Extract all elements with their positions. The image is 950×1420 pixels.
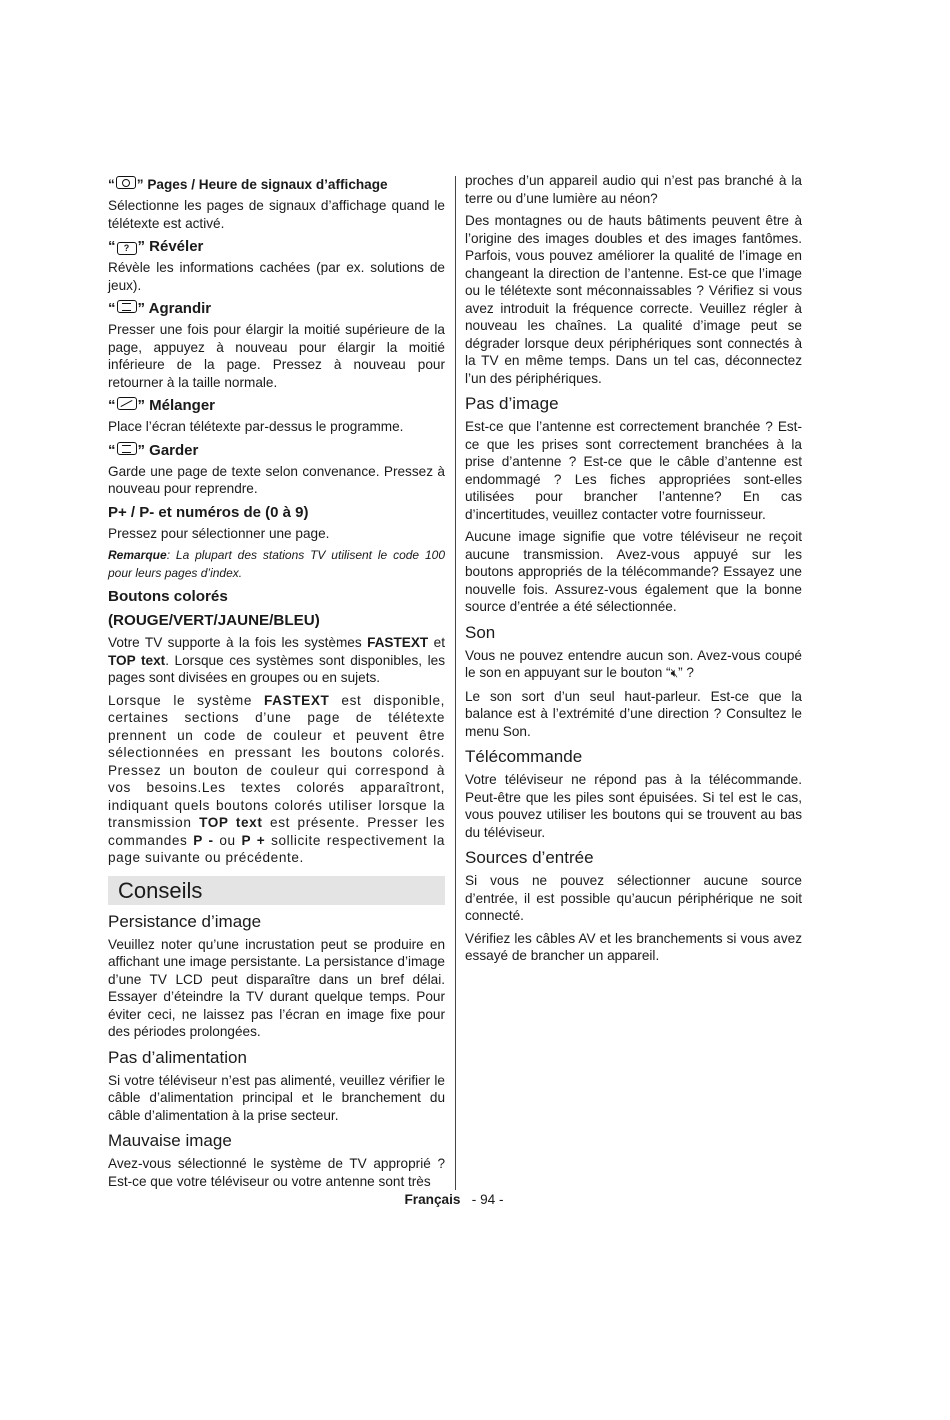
reveal-text: Révèle les informations cachées (par ex. solutions de jeux).	[108, 260, 445, 293]
power-text: Si votre téléviseur n’est pas alimenté, veuillez vérifier le câble d’alimentation principal et le branchement du câble d’alimentation à la prise secteur.	[108, 1072, 445, 1123]
sources-text-1: Si vous ne pouvez sélectionner aucune source d’entrée, il est possible qu’aucun périphérique ne soit connecté.	[465, 873, 802, 923]
quote-close: ”	[136, 177, 144, 192]
note-label: Remarque	[108, 548, 167, 562]
teletext-mix-icon	[117, 397, 137, 410]
persistence-heading: Persistance d’image	[108, 911, 262, 931]
pages-text: Sélectionne les pages de signaux d’affichage quand le télétexte est activé.	[108, 198, 445, 231]
mix-heading	[108, 396, 445, 415]
p-minus-term: P -	[193, 832, 214, 848]
p-plus-term: P +	[241, 832, 266, 848]
enlarge-heading-text: Agrandir	[145, 300, 212, 317]
note	[108, 547, 445, 582]
reveal-heading-text: Révéler	[145, 238, 204, 255]
right-column	[465, 172, 802, 970]
text-run: Lorsque le système	[108, 692, 265, 708]
quote-close: ”	[137, 300, 145, 317]
hold-heading	[108, 441, 445, 460]
pages-heading-text: Pages / Heure de signaux d’affichage	[143, 177, 388, 192]
mute-icon: 🔇︎	[670, 666, 679, 680]
bad-image-continued: proches d’un appareil audio qui n’est pas branché à la terre ou d’une lumière au néon?	[465, 173, 802, 206]
conseils-title: Conseils	[118, 877, 203, 903]
text-run: Vous ne pouvez entendre aucun son. Avez-vous coupé le son en appuyant sur le bouton “	[465, 647, 802, 680]
sound-text-2: Le son sort d’un seul haut-parleur. Est-ce que la balance est à l’extrémité d’une direction ? Consultez le menu Son.	[465, 688, 802, 739]
sources-text-2: Vérifiez les câbles AV et les branchements si vous avez essayé de brancher un appareil.	[465, 930, 802, 963]
column-divider	[455, 176, 456, 1190]
sound-text-1	[465, 647, 802, 683]
pages-heading	[108, 175, 445, 194]
quote-open: “	[108, 238, 116, 255]
left-column	[108, 172, 445, 1195]
footer-page-number: - 94 -	[471, 1192, 504, 1207]
persistence-text: Veuillez noter qu’une incrustation peut se produire en affichant une image persistante. La persistance d’image d’une TV LCD peut disparaître dans un bref délai. Essayer d’éteindre la TV durant quelque temps. Pour éviter ceci, ne laissez pas l’écran en image fixe pour des périodes prolongées.	[108, 936, 445, 1039]
no-image-heading: Pas d’image	[465, 394, 559, 413]
bad-image-text-2: Des montagnes ou de hauts bâtiments peuvent être à l’origine des images doubles et des images fantômes. Parfois, vous pouvez améliorer la qualité de l’image en changeant la direction de l’antenne. Est-ce que l’image ou le télétexte sont méconnaissables ? Vérifiez si vous avez introduit la fréquence correcte. Veuillez régler à nouveau les chaînes. La qualité d’image peut se dégrader lorsque deux périphériques sont connectés à la TV en même temps. Dans un tel cas, déconnectez l’un des périphériques.	[465, 213, 802, 386]
teletext-reveal-icon: ?	[117, 242, 137, 255]
quote-open: “	[108, 441, 116, 459]
toptext-term: TOP text	[199, 815, 263, 830]
bad-image-text: Avez-vous sélectionné le système de TV approprié ? Est-ce que votre téléviseur ou votre antenne sont très	[108, 1156, 445, 1189]
sound-heading: Son	[465, 622, 496, 642]
quote-open: “	[108, 177, 115, 192]
quote-close: ”	[137, 397, 145, 414]
teletext-hold-icon	[117, 442, 137, 455]
colored-heading-1: Boutons colorés	[108, 588, 228, 605]
text-run: ” ?	[678, 665, 694, 680]
page-footer	[0, 1192, 908, 1207]
bad-image-heading: Mauvaise image	[108, 1131, 232, 1150]
hold-heading-text: Garder	[145, 441, 199, 459]
note-text: : La plupart des stations TV utilisent le code 100 pour leurs pages d’index.	[108, 548, 445, 580]
remote-text: Votre téléviseur ne répond pas à la télécommande. Peut-être que les piles sont épuisées. Si tel est le cas, vous pouvez utiliser les boutons qui se trouvent au bas du téléviseur.	[465, 772, 802, 840]
conseils-banner	[108, 876, 445, 905]
text-run: est disponible, certaines sections d’une page de télétexte prennent un code de couleur et peuvent être sélectionnées en pressant les boutons colorés. Pressez un bouton de couleur qui correspond à vos besoins.Les textes colorés apparaîtront, indiquant quels boutons colorés utiliser lorsque la transmission	[108, 692, 445, 830]
no-image-text-1: Est-ce que l’antenne est correctement branchée ? Est-ce que les prises sont correctement branchées à la prise d’antenne ? Est-ce que le câble d’antenne est endommagé ? Les fiches appropriées sont-elles utilisées pour brancher l’antenne? En cas d’incertitudes, veuillez contacter votre fournisseur.	[465, 419, 802, 522]
power-heading: Pas d’alimentation	[108, 1047, 247, 1067]
quote-open: “	[108, 397, 116, 414]
colored-heading-2: (ROUGE/VERT/JAUNE/BLEU)	[108, 612, 320, 629]
pp-heading: P+ / P- et numéros de (0 à 9)	[108, 503, 309, 521]
mix-heading-text: Mélanger	[145, 397, 216, 414]
toptext-term: TOP text	[108, 652, 166, 668]
text-run: est présente. Presser les commandes	[108, 815, 445, 848]
text-run: sollicite respectivement la page suivante ou précédente.	[108, 832, 445, 865]
fastext-term: FASTEXT	[264, 692, 330, 708]
hold-text: Garde une page de texte selon convenance. Pressez à nouveau pour reprendre.	[108, 463, 445, 496]
quote-open: “	[108, 300, 116, 317]
footer-language: Français	[404, 1192, 461, 1207]
text-run: ou	[213, 832, 242, 848]
colored-text-2	[108, 692, 445, 867]
mix-text: Place l’écran télétexte par-dessus le programme.	[108, 419, 404, 434]
enlarge-heading	[108, 299, 445, 318]
text-run: Votre TV supporte à la fois les systèmes	[108, 635, 368, 650]
reveal-heading	[108, 237, 445, 256]
teletext-enlarge-icon	[117, 300, 137, 313]
no-image-text-2: Aucune image signifie que votre téléviseur ne reçoit aucune transmission. Avez-vous appuyé sur les boutons appropriés de la télécommande? Essayez une nouvelle fois. Assurez-vous également que la bonne source d’entrée a été sélectionnée.	[465, 529, 802, 614]
text-run: et	[428, 635, 445, 650]
teletext-pages-icon	[116, 176, 136, 189]
quote-close: ”	[137, 238, 145, 255]
remote-heading: Télécommande	[465, 747, 583, 766]
colored-text-1	[108, 634, 445, 687]
text-run: . Lorsque ces systèmes sont disponibles, les pages sont divisées en groupes ou en sujets.	[108, 652, 445, 685]
pp-text: Pressez pour sélectionner une page.	[108, 525, 330, 541]
quote-close: ”	[137, 441, 145, 459]
fastext-term: FASTEXT	[367, 635, 429, 650]
enlarge-text: Presser une fois pour élargir la moitié supérieure de la page, appuyez à nouveau pour élargir la moitié inférieure de la page. Pressez à nouveau pour retourner à la taille normale.	[108, 322, 445, 390]
sources-heading: Sources d’entrée	[465, 848, 594, 867]
